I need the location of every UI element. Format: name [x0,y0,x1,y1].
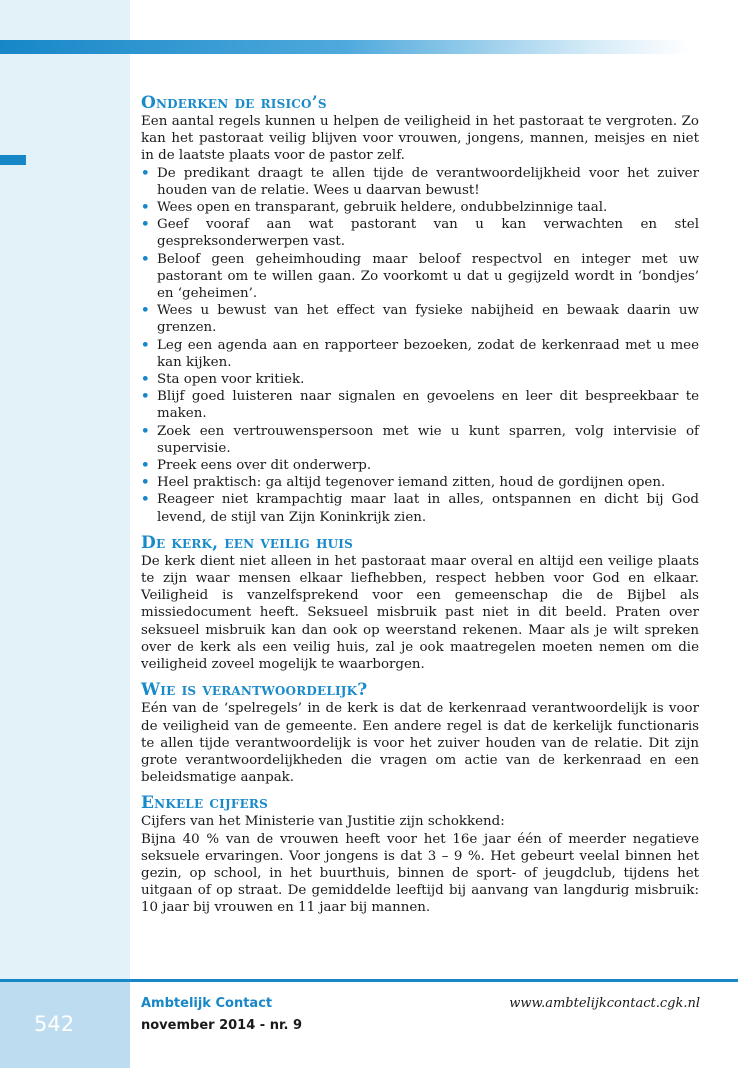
bullet-icon: • [141,302,150,319]
section-figures [141,793,699,916]
section-heading: Enkele cijfers [141,793,268,814]
top-gradient-bar [0,40,690,54]
section-safe-house [141,533,699,673]
list-item: • Beloof geen geheimhouding maar beloof respectvol en integer met uw pastorant om te willen gaan. Zo voorkomt u dat u gegijzeld wordt in ‘bondjes’ en ‘geheimen’. [141,250,699,302]
section-heading: De kerk, een veilig huis [141,532,353,553]
bullet-icon: • [141,216,150,233]
list-item: • Zoek een vertrouwenspersoon met wie u kunt sparren, volg intervisie of supervisie. [141,422,699,456]
side-marker [0,155,26,165]
section-responsibility [141,680,699,786]
bullet-list [141,165,699,526]
bullet-icon: • [141,422,150,439]
bullet-icon: • [141,336,150,353]
section-text: Bijna 40 % van de vrouwen heeft voor het 16e jaar één of meerder negatieve seksuele ervaringen. Voor jongens is dat 3 – 9 %. Het gebeurt veelal binnen het gezin, op school, in het buurthuis, binnen de sport- of jeugdclub, tijdens het uitgaan of op straat. De gemiddelde leeftijd bij aanvang van langdurig misbruik: 10 jaar bij vrouwen en 11 jaar bij mannen. [141,831,699,916]
bullet-icon: • [141,457,150,474]
section-line: Cijfers van het Ministerie van Justitie zijn schokkend: [141,814,505,830]
list-item: • Preek eens over dit onderwerp. [141,457,372,474]
bullet-icon: • [141,388,150,405]
bullet-icon: • [141,491,150,508]
list-item: • Wees u bewust van het effect van fysieke nabijheid en bewaak daarin uw grenzen. [141,302,699,336]
list-item: • Leg een agenda aan en rapporteer bezoeken, zodat de kerkenraad met u mee kan kijken. [141,336,699,370]
page-number: 542 [34,1012,75,1036]
list-item: • Geef vooraf aan wat pastorant van u kan verwachten en stel gespreksonderwerpen vast. [141,216,699,250]
list-item: • Heel praktisch: ga altijd tegenover iemand zitten, houd de gordijnen open. [141,474,666,491]
section-risks [141,93,699,526]
bullet-icon: • [141,164,150,181]
section-text: Eén van de ‘spelregels’ in de kerk is dat de kerkenraad verantwoordelijk is voor de veiligheid van de gemeente. Een andere regel is dat de kerkelijk functionaris te allen tijde verantwoordelijk is voor het zuiver houden van de relatie. Dit zijn grote verantwoordelijkheden die vragen om actie van de kerkenraad en een beleidsmatige aanpak. [141,701,699,786]
bullet-icon: • [141,371,150,388]
bullet-icon: • [141,199,150,216]
section-heading: Onderken de risico’s [141,93,327,113]
section-intro: Een aantal regels kunnen u helpen de veiligheid in het pastoraat te vergroten. Zo kan het pastoraat veilig blijven voor vrouwen, jongens, mannen, meisjes en niet in de laatste plaats voor de pastor zelf. [141,114,699,164]
journal-title: Ambtelijk Contact [141,996,273,1011]
article-body [141,93,699,924]
list-item: • Wees open en transparant, gebruik heldere, ondubbelzinnige taal. [141,199,608,216]
issue-label: november 2014 - nr. 9 [141,1018,303,1033]
list-item: • Reageer niet krampachtig maar laat in alles, ontspannen en dicht bij God levend, de stijl van Zijn Koninkrijk zien. [141,491,699,525]
bullet-icon: • [141,250,150,267]
bullet-icon: • [141,474,150,491]
website-link[interactable]: www.ambtelijkcontact.cgk.nl [509,996,700,1011]
list-item: • Blijf goed luisteren naar signalen en gevoelens en leer dit bespreekbaar te maken. [141,388,699,422]
section-heading: Wie is verantwoordelijk? [141,680,368,701]
list-item: • Sta open voor kritiek. [141,371,305,388]
list-item: • De predikant draagt te allen tijde de verantwoordelijkheid voor het zuiver houden van de relatie. Wees u daarvan bewust! [141,164,699,198]
section-text: De kerk dient niet alleen in het pastoraat maar overal en altijd een veilige plaats te zijn waar mensen elkaar liefhebben, respect hebben voor God en elkaar. Veiligheid is vanzelfsprekend voor een gemeenschap die de Bijbel als missiedocument heeft. Seksueel misbruik past niet in dit beeld. Praten over seksueel misbruik kan dan ook op weerstand rekenen. Maar als je wilt spreken over de kerk als een veilig huis, zal je ook maatregelen moeten nemen om die veiligheid zoveel mogelijk te waarborgen. [141,553,699,673]
